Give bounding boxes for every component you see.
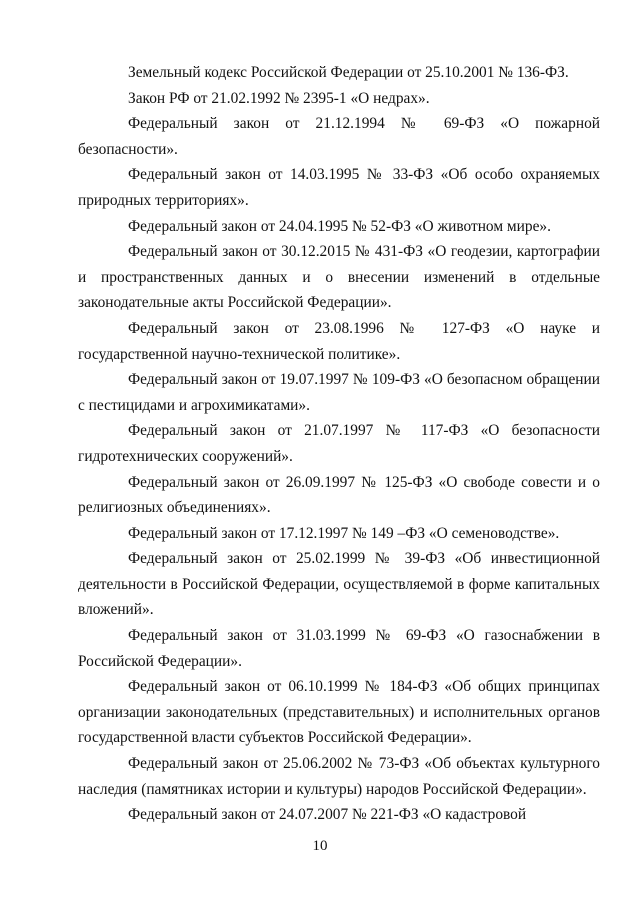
list-item: Закон РФ от 21.02.1992 № 2395-1 «О недрах». [128, 89, 430, 107]
legal-acts-list [78, 60, 600, 828]
list-item: Земельный кодекс Российской Федерации от 25.10.2001 № 136-ФЗ. [128, 64, 569, 81]
list-item: Федеральный закон от 19.07.1997 № 109-ФЗ «О безопасном обращении с пестицидами и агрохимикатами». [78, 371, 600, 414]
list-item: Федеральный закон от 14.03.1995 № 33-ФЗ «Об особо охраняемых природных территориях». [78, 166, 600, 209]
list-item: Федеральный закон от 30.12.2015 № 431-ФЗ «О геодезии, картографии и пространственных данных и о внесении изменений в отдельные законодательные акты Российской Федерации». [78, 243, 600, 312]
list-item: Федеральный закон от 25.06.2002 № 73-ФЗ «Об объектах культурного наследия (памятниках истории и культуры) народов Российской Федерации». [78, 755, 600, 798]
list-item: Федеральный закон от 24.07.2007 № 221-ФЗ «О кадастровой [128, 806, 527, 824]
page-number: 10 [312, 838, 328, 854]
list-item: Федеральный закон от 21.12.1994 № 69-ФЗ «О пожарной безопасности». [78, 115, 600, 158]
list-item: Федеральный закон от 23.08.1996 № 127-ФЗ «О науке и государственной научно-технической политике». [78, 319, 600, 363]
list-item: Федеральный закон от 31.03.1999 № 69-ФЗ «О газоснабжении в Российской Федерации». [78, 627, 600, 670]
list-item: Федеральный закон от 24.04.1995 № 52-ФЗ «О животном мире». [128, 217, 551, 235]
list-item: Федеральный закон от 25.02.1999 № 39-ФЗ «Об инвестиционной деятельности в Российской Федерации, осуществляемой в форме капитальных вложений». [78, 550, 600, 619]
list-item: Федеральный закон от 21.07.1997 № 117-ФЗ «О безопасности гидротехнических сооружений». [78, 422, 600, 465]
list-item: Федеральный закон от 06.10.1999 № 184-ФЗ «Об общих принципах организации законодательных (представительных) и исполнительных органов государственной власти субъектов Российской Федерации». [78, 678, 600, 747]
list-item: Федеральный закон от 26.09.1997 № 125-ФЗ «О свободе совести и о религиозных объединениях». [78, 473, 600, 517]
list-item: Федеральный закон от 17.12.1997 № 149 –ФЗ «О семеноводстве». [128, 524, 560, 542]
